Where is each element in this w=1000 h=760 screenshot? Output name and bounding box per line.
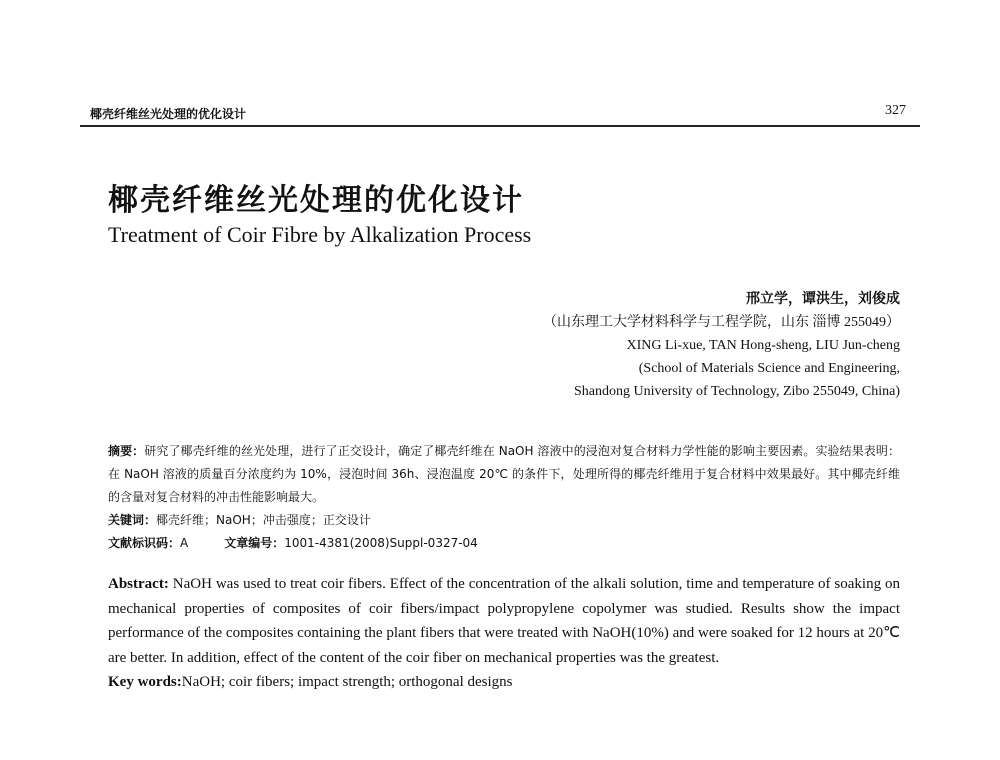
chinese-abstract-label: 摘要： [108,444,145,458]
english-abstract-text: NaOH was used to treat coir fibers. Effect of the concentration of the alkali solution, time and temperature of soaking on mechanical properties of composites of coir fibers/impact polypropylene copolymer was studied. Results show the impact performance of the composites containing the plant fibers that were treated with NaOH(10%) and were soaked for 12 hours at 20℃ are better. In addition, effect of the content of the coir fiber on mechanical properties was the greatest. [108,576,901,666]
author-affiliation-block [543,288,900,403]
affiliation-english-line1: (School of Materials Science and Engineering, [638,361,900,376]
title-chinese: 椰壳纤维丝光处理的优化设计 [108,183,524,218]
page-number: 327 [885,103,906,118]
document-codes [108,532,900,555]
affiliation-chinese: （山东理工大学材料科学与工程学院，山东 淄博 255049） [543,315,900,330]
english-keywords [108,670,900,695]
chinese-abstract [108,440,900,555]
english-keywords-label: Key words: [108,674,182,690]
english-abstract [108,572,900,695]
english-abstract-label: Abstract: [108,576,169,592]
chinese-keywords-text: 椰壳纤维；NaOH；冲击强度；正交设计 [156,513,371,527]
doc-code-label: 文献标识码： [108,536,181,550]
chinese-abstract-text: 研究了椰壳纤维的丝光处理，进行了正交设计，确定了椰壳纤维在 NaOH 溶液中的浸泡对复合材料力学性能的影响主要因素。实验结果表明：在 NaOH 溶液的质量百分浓度约为 10%，浸泡时间 36h、浸泡温度 20℃ 的条件下，处理所得的椰壳纤维用于复合材料中效果最好。其中椰壳纤维的含量对复合材料的冲击性能影响最大。 [108,444,900,504]
authors-chinese: 邢立学，谭洪生，刘俊成 [746,291,900,307]
authors-english: XING Li-xue, TAN Hong-sheng, LIU Jun-cheng [626,338,900,353]
english-abstract-paragraph [108,572,900,670]
article-no-label: 文章编号： [224,536,285,550]
running-title: 椰壳纤维丝光处理的优化设计 [90,107,247,121]
title-english: Treatment of Coir Fibre by Alkalization Process [108,222,532,247]
running-header [80,103,920,127]
chinese-keywords-label: 关键词： [108,513,157,527]
chinese-keywords [108,509,900,532]
doc-code: A [180,536,189,550]
chinese-abstract-paragraph [108,440,900,509]
english-keywords-text: NaOH; coir fibers; impact strength; orthogonal designs [181,674,513,690]
affiliation-english-line2: Shandong University of Technology, Zibo 255049, China) [573,384,900,399]
article-no: 1001-4381(2008)Suppl-0327-04 [284,536,478,550]
